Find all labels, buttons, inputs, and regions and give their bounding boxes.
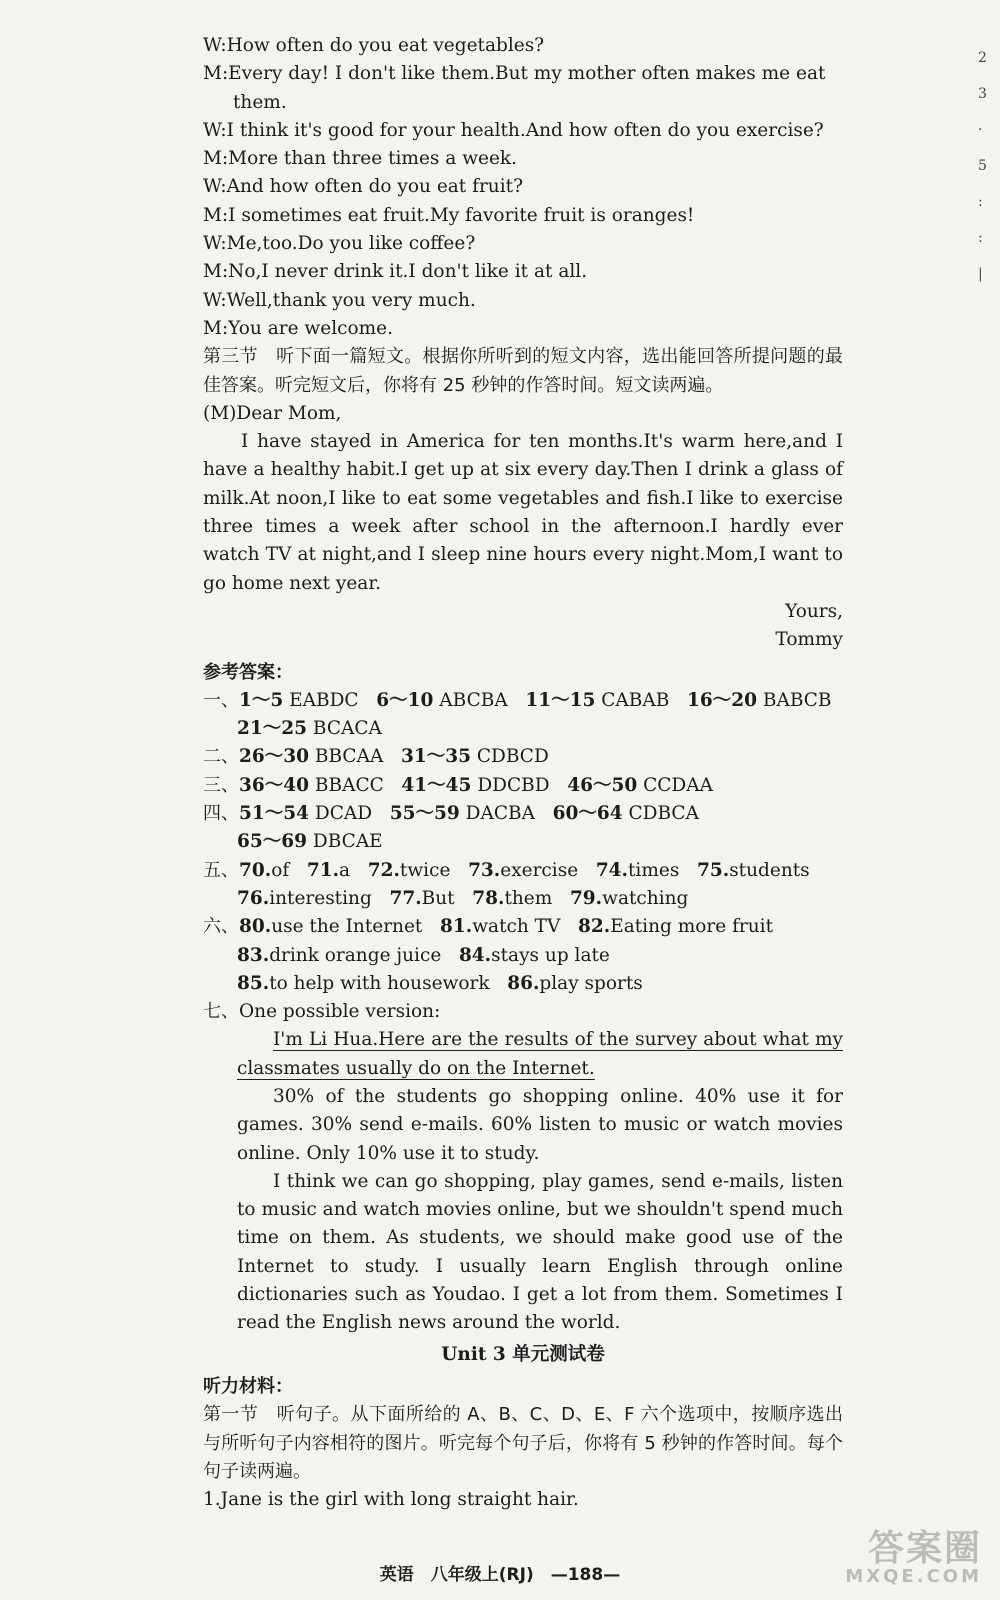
- answer-range: 31～35: [400, 746, 471, 768]
- item-answer: twice: [399, 859, 451, 881]
- item-number: 84.: [458, 944, 492, 966]
- item-number: 76.: [237, 887, 270, 909]
- answer-range: 21～25: [237, 718, 307, 740]
- item-answer: them: [504, 887, 553, 909]
- answer-range: 36～40: [239, 774, 309, 796]
- item-answer: But: [421, 887, 455, 909]
- item-answer: exercise: [500, 859, 579, 881]
- answers-section-five: [203, 857, 843, 914]
- answers-section-one: [203, 687, 843, 744]
- item-number: 74.: [595, 859, 628, 881]
- answer-value: BABCB: [762, 689, 832, 711]
- answer-value: DACBA: [465, 803, 535, 825]
- answers-section-two: [203, 743, 843, 771]
- item-number: 80.: [239, 916, 272, 938]
- answer-value: CCDAA: [643, 774, 713, 796]
- dialogue-line: M:No,I never drink it.I don't like it at all.: [203, 261, 588, 283]
- section-prefix: 二、: [203, 746, 239, 768]
- item-number: 85.: [237, 972, 270, 994]
- item-answer: students: [729, 859, 810, 881]
- item-answer: of: [271, 859, 290, 881]
- letter-signature: Tommy: [775, 629, 843, 651]
- answer-value: BBACC: [314, 774, 384, 796]
- answers-section-seven: [203, 998, 843, 1338]
- section1-instruction: 第一节 听句子。从下面所给的 A、B、C、D、E、F 六个选项中，按顺序选出与所听句子内容相符的图片。听完每个句子后，你将有 5 秒钟的作答时间。每个句子读两遍。: [203, 1404, 843, 1482]
- answer-range: 26～30: [239, 746, 309, 768]
- item-number: 81.: [440, 916, 473, 938]
- essay: [203, 1026, 843, 1337]
- section-prefix: 三、: [203, 774, 239, 796]
- answer-value: ABCBA: [439, 689, 508, 711]
- answers-heading: 参考答案：: [203, 661, 293, 683]
- version-label: One possible version:: [239, 1001, 441, 1023]
- item-number: 86.: [507, 972, 540, 994]
- dialogue-line: them.: [233, 91, 287, 113]
- letter-body: I have stayed in America for ten months.It's warm here,and I have a healthy habit.I get up at six every day.Then I drink a glass of milk.At noon,I like to eat some vegetables and fish.I like to exercise three times a week after school in the afternoon.I hardly ever watch TV at night,and I sleep nine hours every night.Mom,I want to go home next year.: [203, 431, 843, 594]
- item-answer: a: [339, 859, 351, 881]
- letter: [203, 400, 843, 655]
- watermark-url: MXQE.COM: [845, 1566, 982, 1587]
- item-number: 78.: [472, 887, 505, 909]
- section-prefix: 五、: [203, 859, 239, 881]
- answer-range: 16～20: [686, 689, 757, 711]
- dialogue-line: W:And how often do you eat fruit?: [203, 176, 523, 198]
- item-number: 72.: [367, 859, 400, 881]
- item-number: 79.: [569, 887, 603, 909]
- essay-paragraph: I think we can go shopping, play games, send e-mails, listen to music and watch movies online, but we shouldn't spend much time on them. As students, we should make good use of the Internet to study. I usually learn English through online dictionaries such as Youdao. I get a lot from them. Sometimes I read the English news around the world.: [237, 1170, 843, 1334]
- answer-value: BBCAA: [314, 746, 384, 768]
- dialogue-line: W:Well,thank you very much.: [203, 289, 476, 311]
- letter-closing: Yours,: [785, 600, 843, 622]
- section-prefix: 四、: [203, 803, 239, 825]
- answer-range: 65～69: [237, 831, 307, 853]
- answer-value: CDBCD: [476, 746, 549, 768]
- item-answer: to help with housework: [269, 972, 490, 994]
- answer-range: 55～59: [389, 803, 460, 825]
- section-prefix: 七、: [203, 1001, 239, 1023]
- answers-section-four: [203, 800, 843, 857]
- answer-range: 51～54: [239, 803, 309, 825]
- item-answer: stays up late: [491, 944, 610, 966]
- item-answer: watch TV: [472, 916, 561, 938]
- answer-value: EABDC: [289, 689, 359, 711]
- item-answer: interesting: [269, 887, 372, 909]
- item-number: 82.: [578, 916, 611, 938]
- item-number: 73.: [468, 859, 501, 881]
- item-answer: Eating more fruit: [610, 916, 774, 938]
- item-number: 83.: [237, 944, 270, 966]
- answer-range: 6～10: [376, 689, 434, 711]
- item-answer: times: [628, 859, 680, 881]
- listening-heading: 听力材料：: [203, 1375, 293, 1397]
- answers-section-six: [203, 913, 843, 998]
- dialogue: [203, 32, 843, 343]
- item-number: 70.: [239, 859, 272, 881]
- dialogue-line: M:I sometimes eat fruit.My favorite fruit is oranges!: [203, 204, 695, 226]
- answer-range: 41～45: [401, 774, 472, 796]
- page-content: [203, 32, 843, 1514]
- section-prefix: 六、: [203, 916, 239, 938]
- answer-value: DCAD: [314, 803, 373, 825]
- section3-instruction: 第三节 听下面一篇短文。根据你所听到的短文内容，选出能回答所提问题的最佳答案。听完短文后，你将有 25 秒钟的作答时间。短文读两遍。: [203, 346, 843, 396]
- answer-range: 46～50: [567, 774, 638, 796]
- item-number: 77.: [389, 887, 422, 909]
- unit3-title: Unit 3 单元测试卷: [441, 1343, 605, 1365]
- item-answer: use the Internet: [271, 916, 423, 938]
- item-answer: drink orange juice: [269, 944, 442, 966]
- answer-value: DDCBD: [477, 774, 550, 796]
- item-number: 75.: [697, 859, 730, 881]
- question-1: 1.Jane is the girl with long straight hair.: [203, 1489, 579, 1511]
- item-answer: watching: [602, 887, 689, 909]
- essay-intro: I'm Li Hua.Here are the results of the survey about what my classmates usually do on the Internet.: [237, 1029, 843, 1079]
- answer-range: 11～15: [525, 689, 596, 711]
- dialogue-line: M:You are welcome.: [203, 317, 393, 339]
- dialogue-line: W:I think it's good for your health.And how often do you exercise?: [203, 119, 824, 141]
- watermark-logo: 答案圈: [867, 1528, 982, 1569]
- dialogue-line: M:More than three times a week.: [203, 148, 518, 170]
- letter-greeting: (M)Dear Mom,: [203, 402, 342, 424]
- answer-value: CDBCA: [628, 803, 699, 825]
- answer-value: CABAB: [601, 689, 670, 711]
- section-prefix: 一、: [203, 689, 239, 711]
- page-edge-marks: 2 3 · 5 : : |: [978, 50, 987, 282]
- answer-value: DBCAE: [312, 831, 383, 853]
- dialogue-line: W:Me,too.Do you like coffee?: [203, 233, 476, 255]
- page-footer: 英语 八年级上(RJ) —188—: [379, 1565, 621, 1585]
- item-number: 71.: [306, 859, 340, 881]
- dialogue-line: M:Every day! I don't like them.But my mother often makes me eat: [203, 63, 826, 85]
- item-answer: play sports: [539, 972, 643, 994]
- essay-paragraph: 30% of the students go shopping online. 40% use it for games. 30% send e-mails. 60% listen to music or watch movies online. Only 10% use it to study.: [237, 1085, 843, 1164]
- answers-section-three: [203, 772, 843, 800]
- answer-range: 1～5: [239, 689, 284, 711]
- answer-value: BCACA: [312, 718, 382, 740]
- answer-range: 60～64: [552, 803, 623, 825]
- dialogue-line: W:How often do you eat vegetables?: [203, 35, 545, 56]
